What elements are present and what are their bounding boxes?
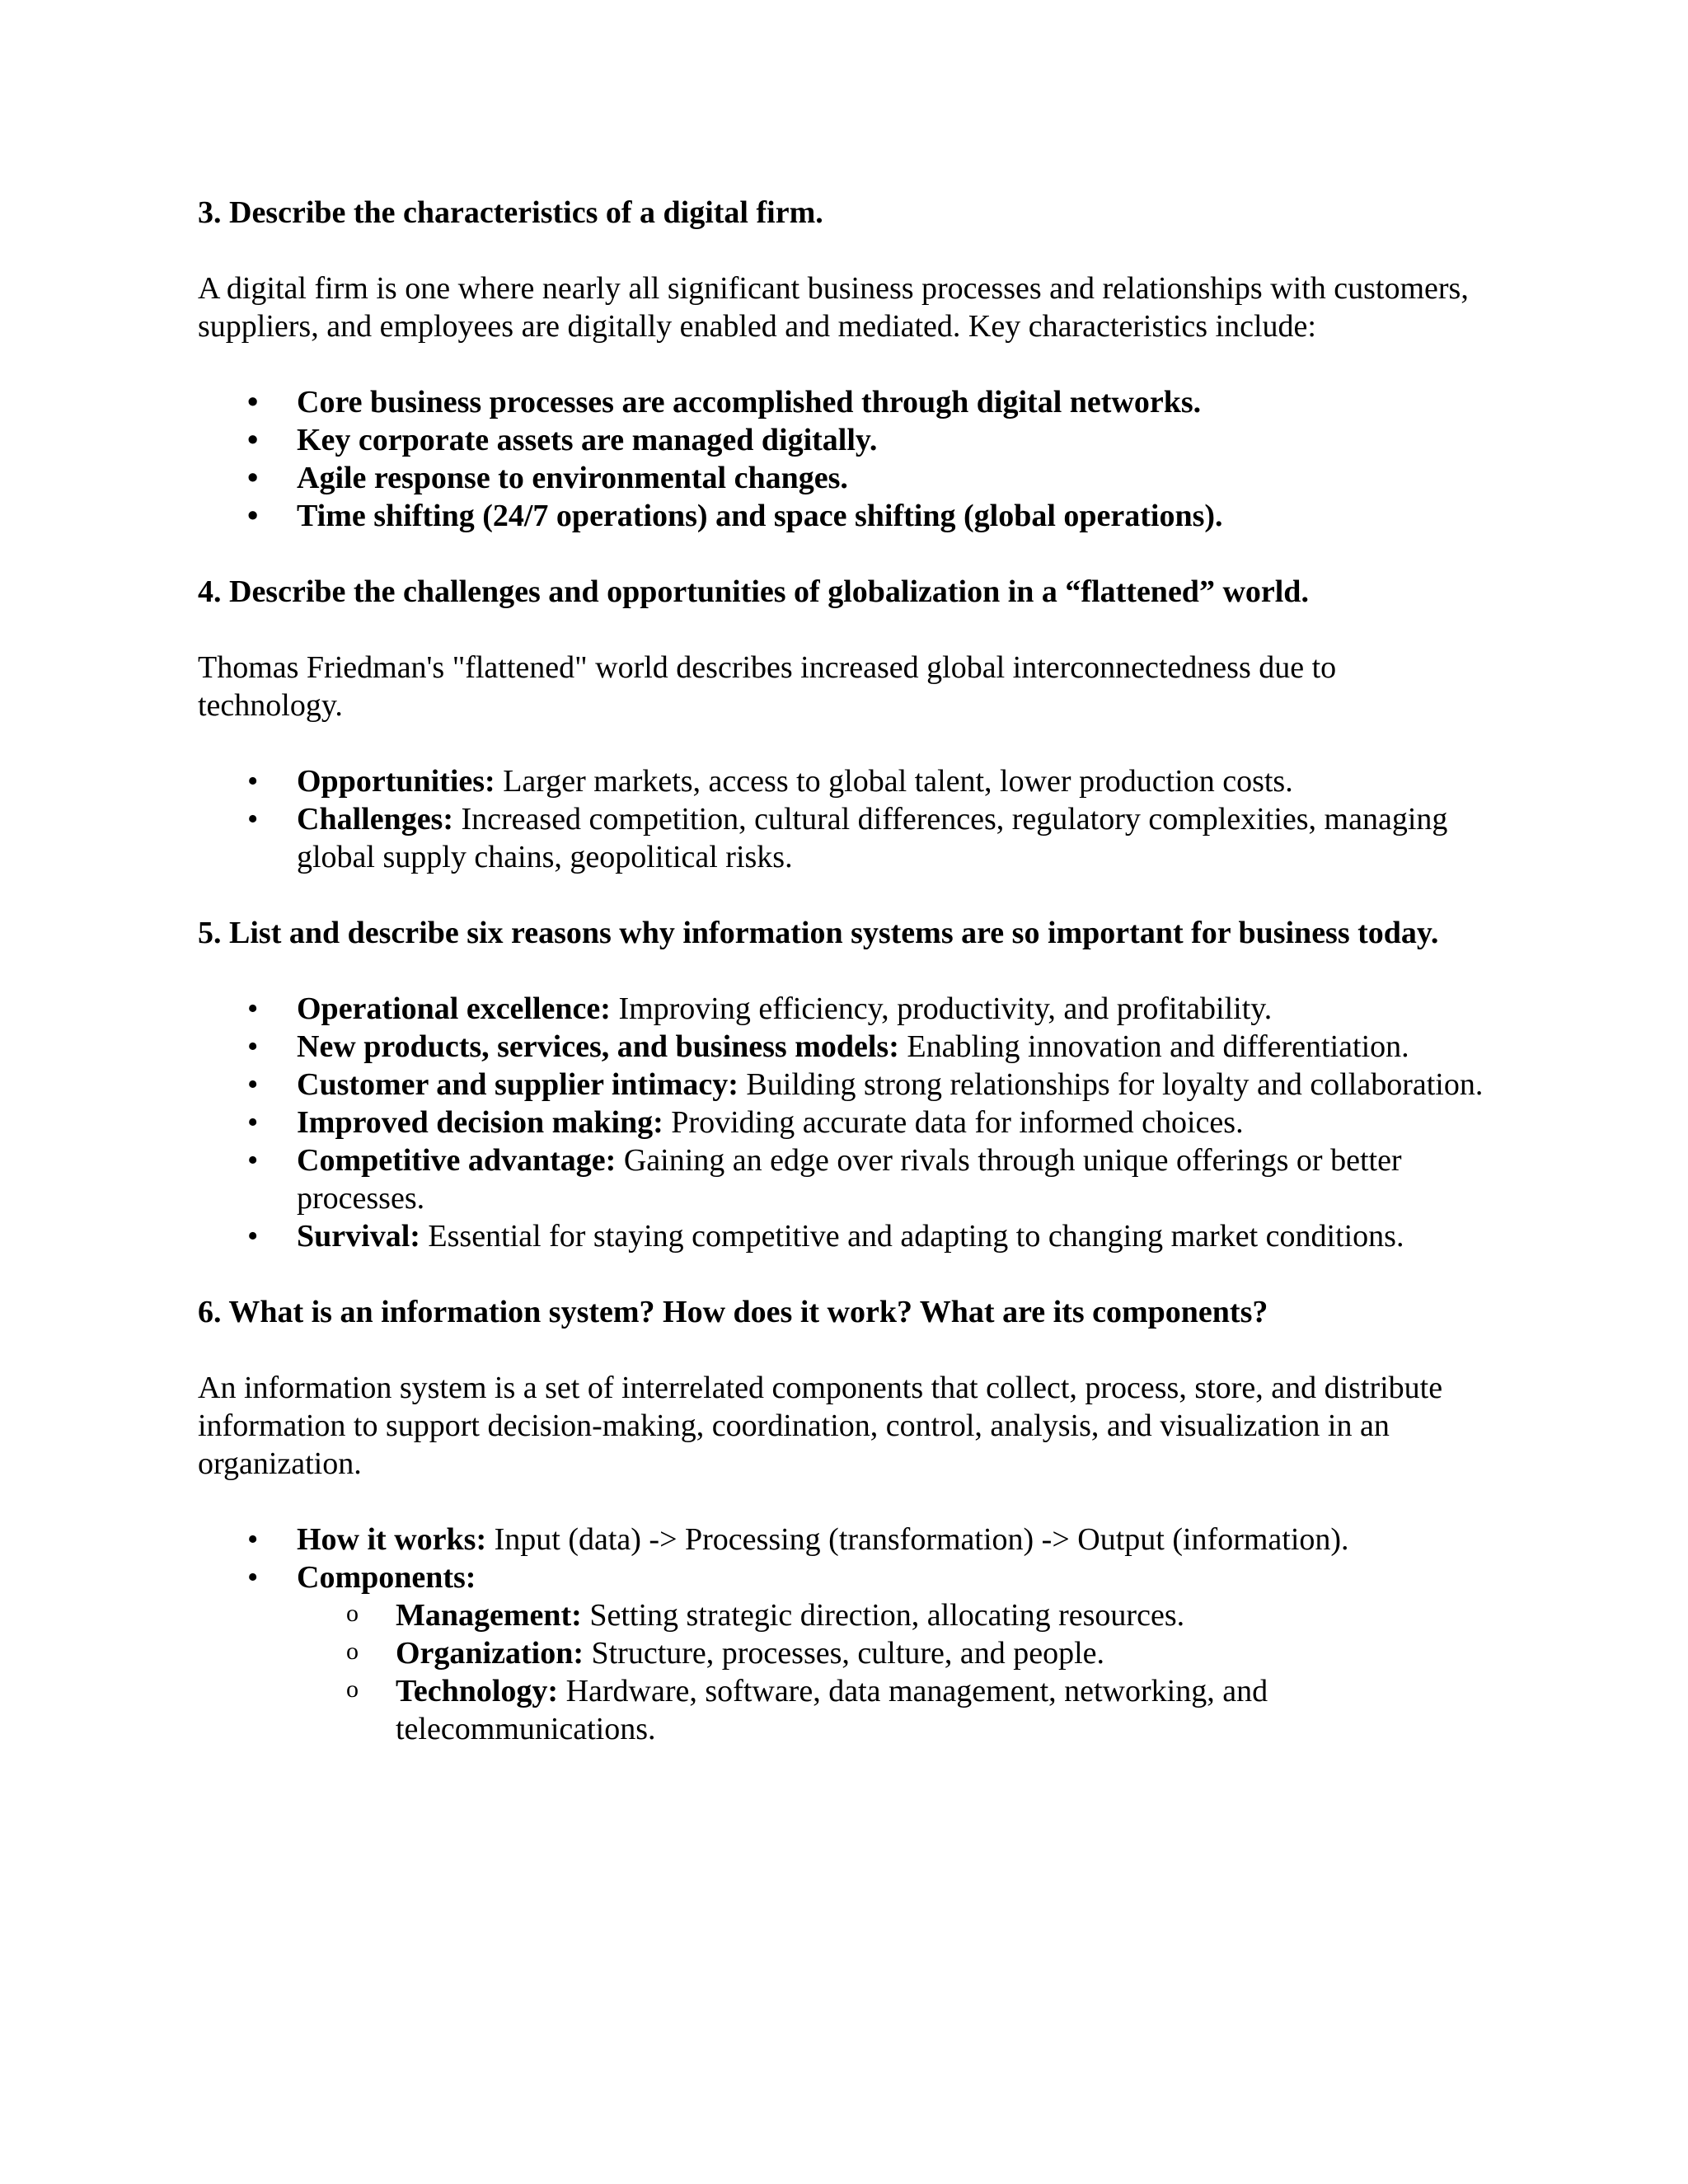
list-item xyxy=(198,1028,1484,1066)
item-term: Opportunities: xyxy=(297,764,495,799)
sub-list-item xyxy=(297,1596,1484,1634)
item-text: Setting strategic direction, allocating resources. xyxy=(581,1598,1185,1633)
item-text: Providing accurate data for informed choices. xyxy=(663,1105,1244,1140)
sub-list-item xyxy=(297,1672,1484,1748)
list-item xyxy=(198,1141,1484,1217)
q3-heading: 3. Describe the characteristics of a digital firm. xyxy=(198,195,823,230)
q6-intro: An information system is a set of interrelated components that collect, process, store, and distribute information to support decision-making, coordination, control, analysis, and visualization in an organization. xyxy=(198,1371,1443,1481)
item-term: Organization: xyxy=(396,1636,584,1671)
item-text: Improving efficiency, productivity, and profitability. xyxy=(610,991,1273,1026)
q3-list xyxy=(198,383,1484,535)
list-item xyxy=(198,800,1484,876)
list-item: • Agile response to environmental changes. xyxy=(198,459,1484,497)
components-sublist xyxy=(297,1596,1484,1748)
item-term: Technology: xyxy=(396,1674,559,1708)
item-text: Essential for staying competitive and adapting to changing market conditions. xyxy=(420,1219,1404,1254)
item-text: Enabling innovation and differentiation. xyxy=(898,1029,1409,1064)
item-term: Survival: xyxy=(297,1219,420,1254)
list-item: • Core business processes are accomplished through digital networks. xyxy=(198,383,1484,421)
item-term: Operational excellence: xyxy=(297,991,611,1026)
q4-heading: 4. Describe the challenges and opportunities of globalization in a “flattened” world. xyxy=(198,574,1309,609)
item-term: New products, services, and business models: xyxy=(297,1029,899,1064)
item-term: Components: xyxy=(297,1560,476,1595)
list-item xyxy=(198,1066,1484,1104)
list-item: • Time shifting (24/7 operations) and space shifting (global operations). xyxy=(198,497,1484,535)
list-item xyxy=(198,990,1484,1028)
q4-list xyxy=(198,762,1484,876)
sub-list-item xyxy=(297,1634,1484,1672)
list-item xyxy=(198,1558,1484,1748)
q5-list xyxy=(198,990,1484,1255)
item-term: How it works: xyxy=(297,1522,487,1557)
item-term: Competitive advantage: xyxy=(297,1143,617,1178)
list-item xyxy=(198,1217,1484,1255)
q4-intro: Thomas Friedman's "flattened" world describes increased global interconnectedness due to technology. xyxy=(198,650,1337,723)
item-term: Improved decision making: xyxy=(297,1105,663,1140)
item-term: Challenges: xyxy=(297,802,453,837)
list-item: • Key corporate assets are managed digitally. xyxy=(198,421,1484,459)
item-term: Customer and supplier intimacy: xyxy=(297,1067,738,1102)
item-text: Building strong relationships for loyalty and collaboration. xyxy=(738,1067,1484,1102)
item-text: Structure, processes, culture, and people. xyxy=(583,1636,1105,1671)
item-text: Larger markets, access to global talent, lower production costs. xyxy=(495,764,1293,799)
item-term: Management: xyxy=(396,1598,582,1633)
item-text: Input (data) -> Processing (transformation) -> Output (information). xyxy=(486,1522,1349,1557)
q3-intro: A digital firm is one where nearly all significant business processes and relationships with customers, suppliers, and employees are digitally enabled and mediated. Key characteristics include: xyxy=(198,271,1469,344)
item-text: Hardware, software, data management, networking, and telecommunications. xyxy=(396,1674,1268,1746)
list-item xyxy=(198,1521,1484,1558)
list-item xyxy=(198,1104,1484,1141)
q6-list xyxy=(198,1521,1484,1748)
item-text: Gaining an edge over rivals through unique offerings or better processes. xyxy=(297,1143,1402,1216)
document-body xyxy=(198,194,1484,1786)
item-text: Increased competition, cultural differences, regulatory complexities, managing global supply chains, geopolitical risks. xyxy=(297,802,1448,874)
list-item xyxy=(198,762,1484,800)
q6-heading: 6. What is an information system? How does it work? What are its components? xyxy=(198,1295,1268,1329)
q5-heading: 5. List and describe six reasons why information systems are so important for business today. xyxy=(198,916,1439,950)
